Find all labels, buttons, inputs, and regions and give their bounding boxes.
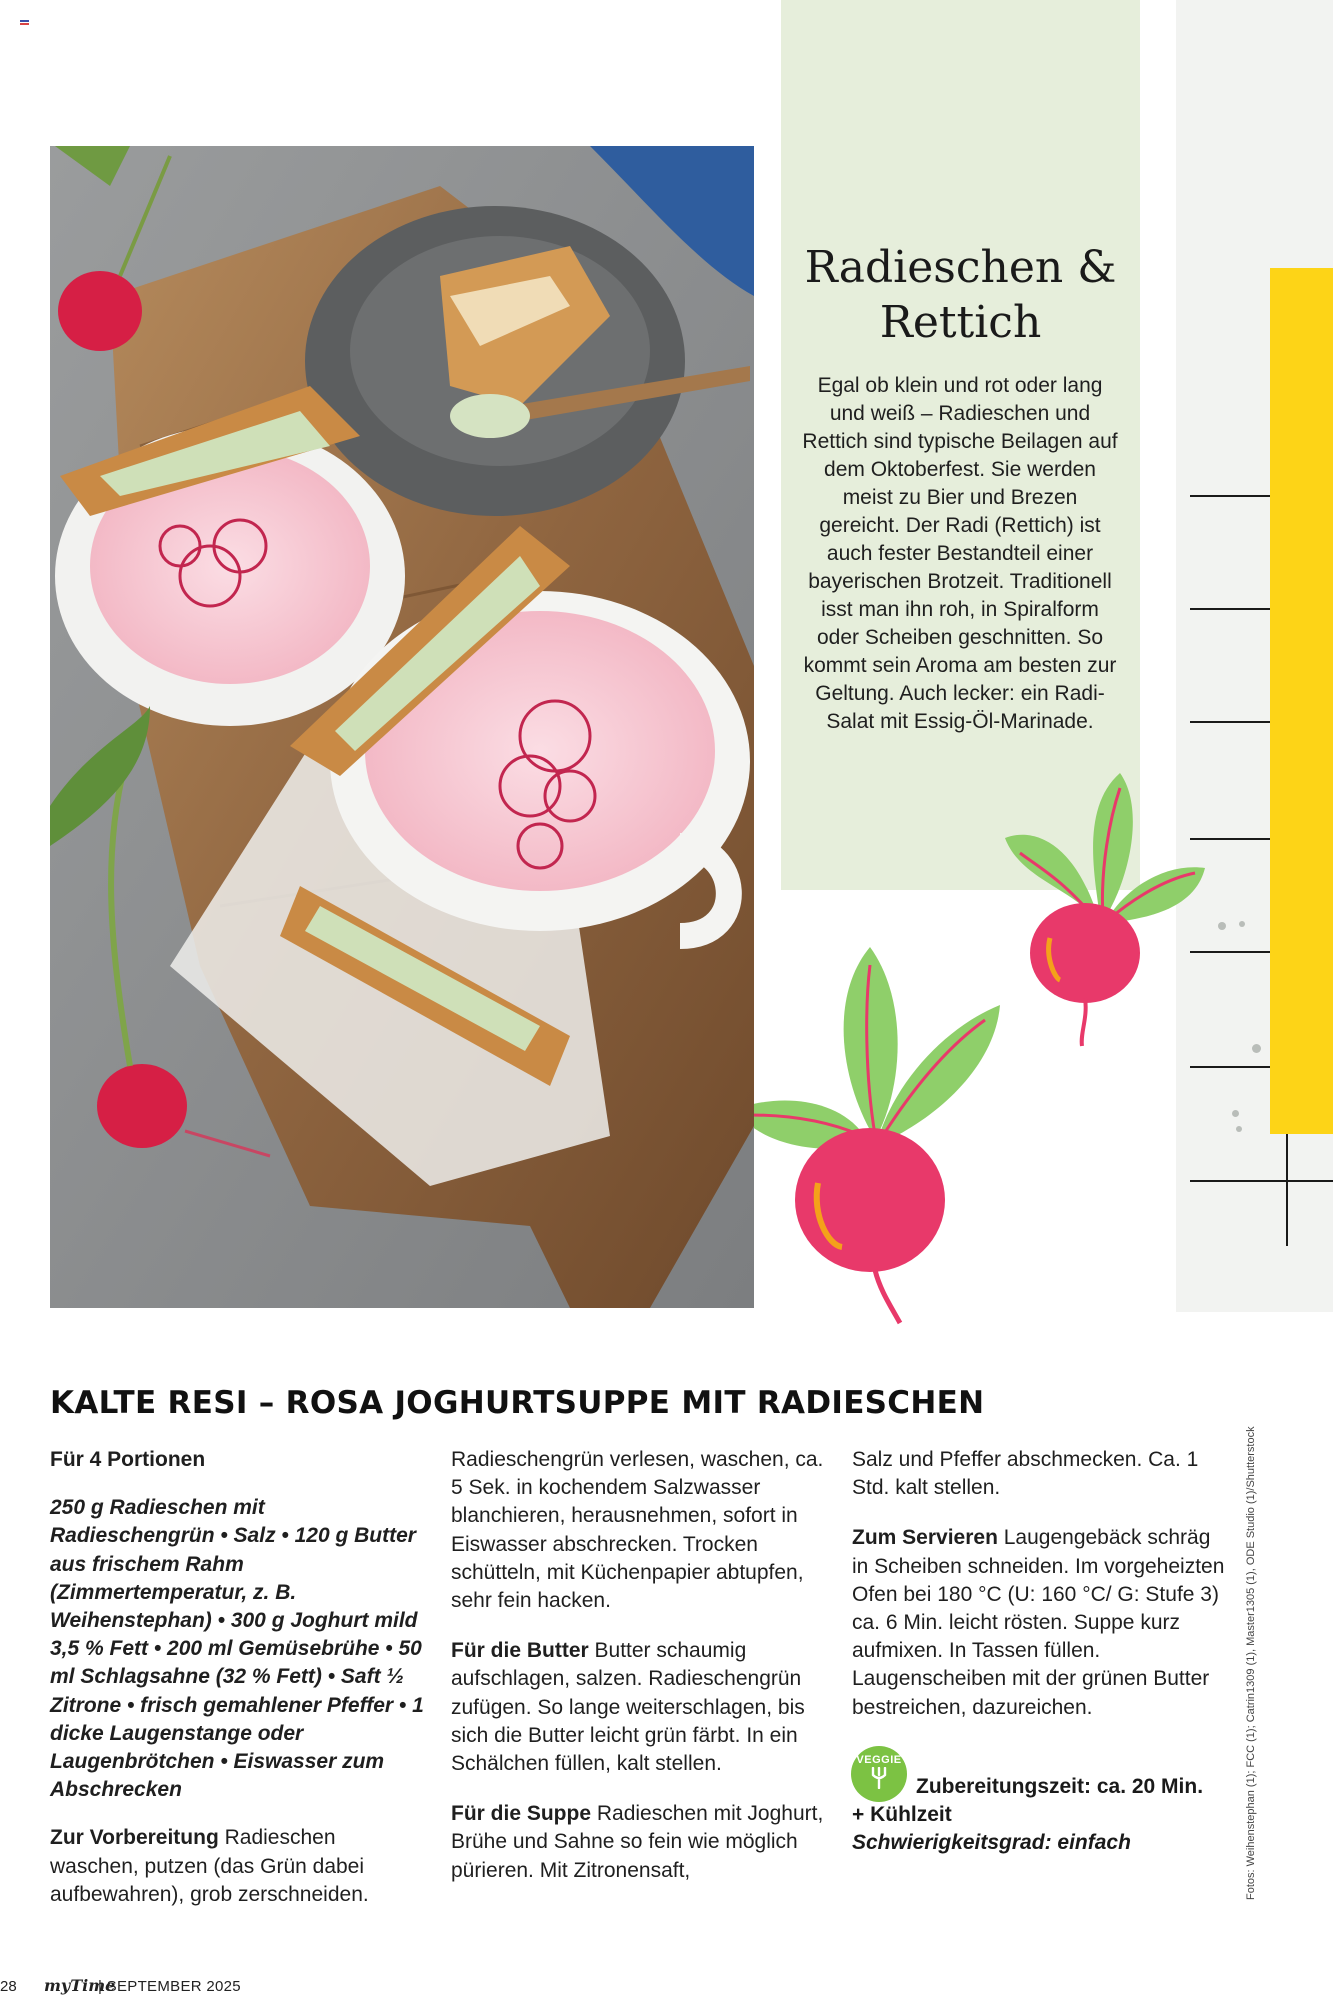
veggie-badge-label: VEGGIE	[856, 1754, 902, 1766]
ingredients-list: 250 g Radieschen mit Radieschengrün • Salz • 120 g Butter aus frischem Rahm (Zimmertemperatur, z. B. Weihenstephan) • 300 g Joghurt mild 3,5 % Fett • 200 ml Gemüsebrühe • 50 ml Schlagsahne (32 % Fett) • Saft ½ Zitrone • frisch gemahlener Pfeffer • 1 dicke Laugenstange oder Laugenbrötchen • Eiswasser zum Abschrecken	[50, 1496, 424, 1802]
yellow-accent-bar	[1270, 268, 1333, 1134]
prep-step-continued	[451, 1446, 826, 1615]
recipe-column-2	[451, 1446, 826, 1907]
soup-step	[451, 1800, 826, 1885]
recipe-column-1	[50, 1446, 425, 1931]
serve-text: Laugengebäck schräg in Scheiben schneiden. Im vorgeheizten Ofen bei 180 °C (U: 160 °C/ G: Stufe 3) ca. 6 Min. leicht rösten. Suppe kurz aufmixen. In Tassen füllen. Laugenscheiben mit der grünen Butter bestreichen, dazureichen.	[852, 1526, 1225, 1719]
recipe-column-3	[852, 1446, 1227, 1744]
photo-credits: Fotos: Weihenstephan (1); FCC (1); Catrin1309 (1), Master1305 (1), ODE Studio (1)/Shutterstock	[1245, 1426, 1257, 1900]
info-text: Egal ob klein und rot oder lang und weiß – Radieschen und Rettich sind typische Beilagen auf dem Oktoberfest. Sie werden meist zu Bier und Brezen gereicht. Der Radi (Rettich) ist auch fester Bestandteil einer bayerischen Brotzeit. Traditionell isst man ihn roh, in Spiralform oder Scheiben geschnitten. So kommt sein Aroma am besten zur Geltung. Auch lecker: ein Radi-Salat mit Essig-Öl-Marinade.	[802, 374, 1118, 733]
prep-text-continued: Radieschengrün verlesen, waschen, ca. 5 Sek. in kochendem Salzwasser blanchieren, herausnehmen, sofort in Eiswasser abschrecken. Trocken schütteln, mit Küchenpapier abtupfen, sehr fein hacken.	[451, 1448, 824, 1613]
prep-time: Zubereitungszeit: ca. 20 Min.	[916, 1775, 1204, 1798]
butter-label: Für die Butter	[451, 1639, 589, 1663]
recipe-photo	[50, 146, 754, 1308]
fork-icon	[870, 1767, 888, 1789]
veggie-badge	[851, 1746, 907, 1802]
page-number: 28	[0, 1978, 17, 1995]
soup-text: Radieschen mit Joghurt, Brühe und Sahne so fein wie möglich pürieren. Mit Zitronensaft,	[451, 1802, 824, 1882]
soup-label: Für die Suppe	[451, 1802, 592, 1826]
serve-step	[852, 1524, 1227, 1721]
portions: Für 4 Portionen	[50, 1448, 206, 1471]
magazine-logo: myTime	[44, 1976, 116, 1995]
prep-time-extra: + Kühlzeit	[852, 1803, 952, 1826]
magazine-date: | SEPTEMBER 2025	[98, 1978, 241, 1995]
butter-step	[451, 1637, 826, 1778]
butter-text: Butter schaumig aufschlagen, salzen. Radieschengrün zufügen. So lange weiterschlagen, bis sich die Butter leicht grün färbt. In ein Schälchen füllen, kalt stellen.	[451, 1639, 805, 1776]
recipe-title: KALTE RESI – ROSA JOGHURTSUPPE MIT RADIESCHEN	[50, 1385, 985, 1421]
info-title-line2: Rettich	[879, 297, 1042, 348]
difficulty: Schwierigkeitsgrad: einfach	[852, 1831, 1131, 1854]
corner-mark	[20, 20, 29, 26]
large-radish-illustration	[730, 945, 1005, 1325]
prep-label: Zur Vorbereitung	[50, 1826, 219, 1850]
info-title	[781, 240, 1140, 350]
small-radish-illustration	[1000, 768, 1210, 1058]
soup-text-continued: Salz und Pfeffer abschmecken. Ca. 1 Std. kalt stellen.	[852, 1448, 1199, 1500]
serve-label: Zum Servieren	[852, 1526, 998, 1550]
info-title-line1: Radieschen &	[804, 242, 1117, 293]
soup-step-continued	[852, 1446, 1227, 1502]
prep-text: Radieschen waschen, putzen (das Grün dabei aufbewahren), grob zerschneiden.	[50, 1826, 369, 1906]
prep-step	[50, 1824, 425, 1909]
